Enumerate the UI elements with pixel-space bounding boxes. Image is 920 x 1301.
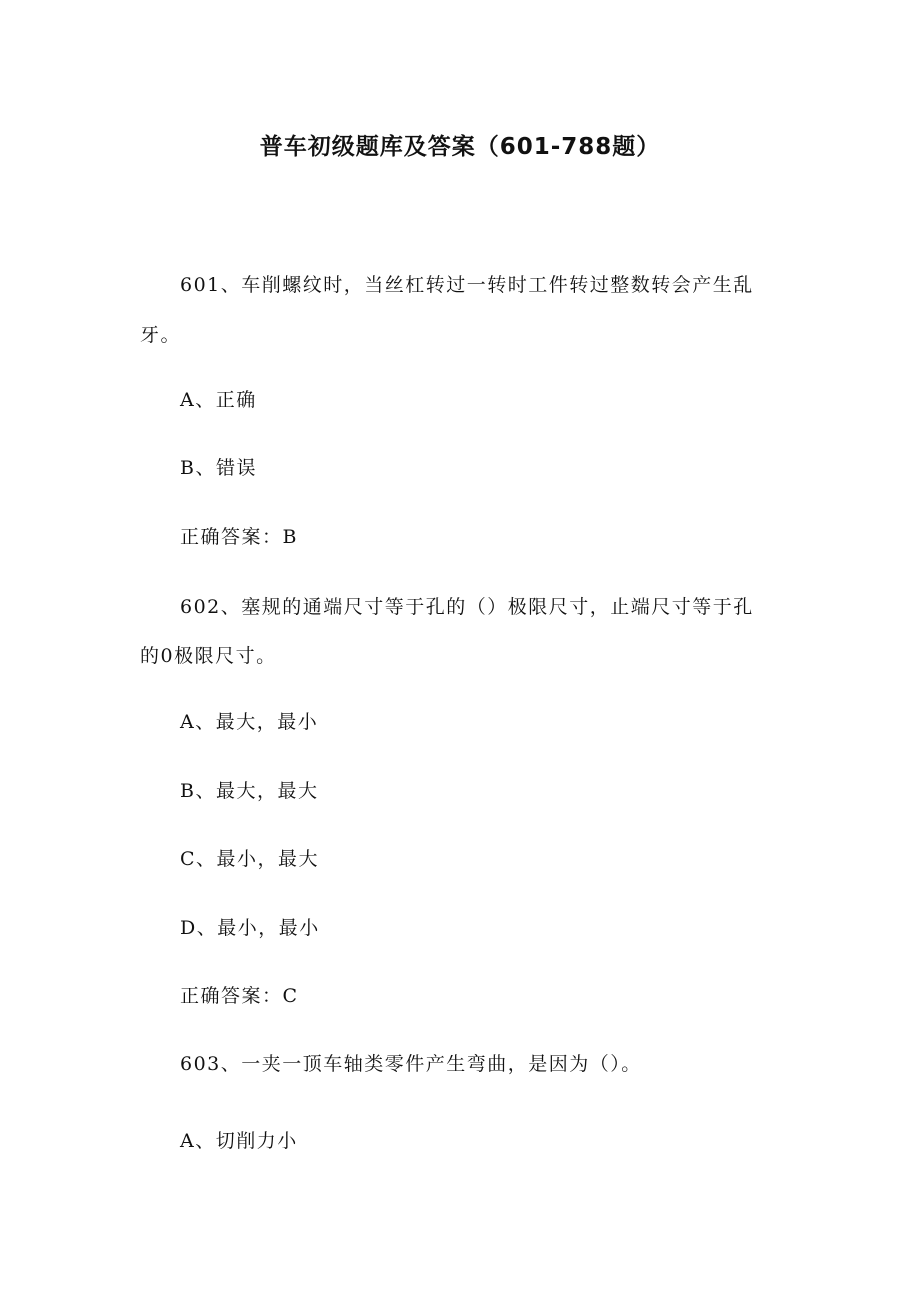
question-601-stem: 601、车削螺纹时，当丝杠转过一转时工件转过整数转会产生乱	[180, 274, 754, 296]
question-602-stem: 602、塞规的通端尺寸等于孔的（）极限尺寸，止端尺寸等于孔	[180, 596, 754, 618]
question-602-option-d: D、最小，最小	[180, 917, 320, 939]
question-602-option-b: B、最大，最大	[180, 780, 319, 802]
question-601-option-b: B、错误	[180, 457, 257, 479]
question-603-option-a: A、切削力小	[180, 1130, 298, 1152]
question-602-answer: 正确答案：C	[180, 985, 299, 1007]
question-602-option-a: A、最大，最小	[180, 711, 319, 733]
question-602-option-c: C、最小，最大	[180, 848, 320, 870]
page-title: 普车初级题库及答案（601-788题）	[259, 134, 661, 160]
question-603-stem: 603、一夹一顶车轴类零件产生弯曲，是因为（）。	[180, 1053, 642, 1075]
question-602-stem-cont: 的0极限尺寸。	[140, 645, 277, 667]
question-601-stem-cont: 牙。	[140, 324, 182, 346]
question-601-option-a: A、正确	[180, 389, 257, 411]
question-601-answer: 正确答案：B	[180, 526, 298, 548]
